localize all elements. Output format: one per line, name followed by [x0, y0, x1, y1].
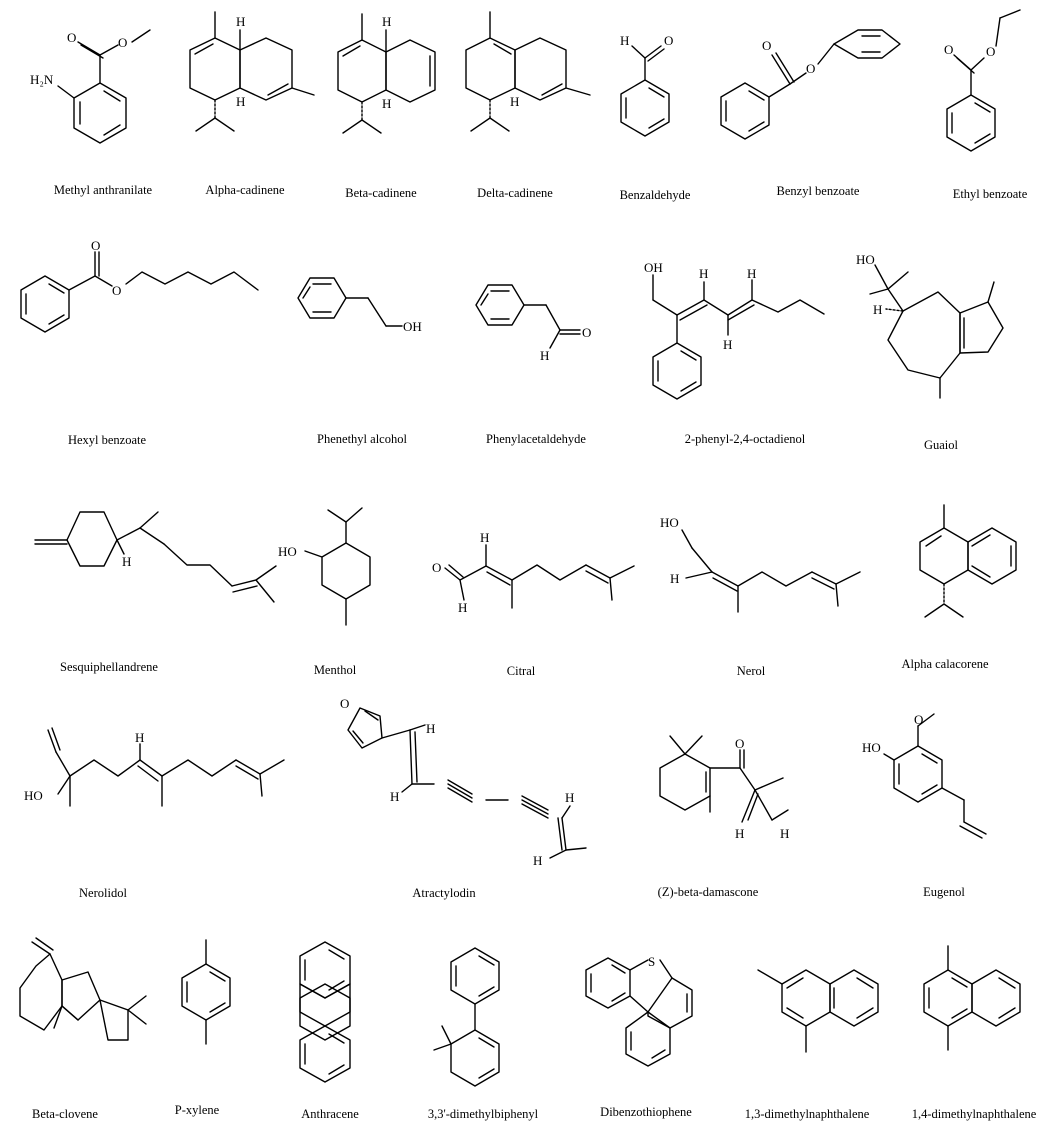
- structure-1-3-dimethylnaphthalene: [758, 970, 878, 1052]
- atom-o: O: [806, 61, 816, 76]
- atom-o: O: [735, 736, 745, 751]
- atom-h: H: [780, 826, 790, 841]
- atom-o: O: [91, 238, 101, 253]
- atom-o: O: [112, 283, 122, 298]
- atom-o: O: [340, 696, 350, 711]
- compound-captions: [32, 183, 1037, 1121]
- compound-caption: Nerol: [736, 664, 766, 678]
- atom-h: H: [723, 337, 733, 352]
- atom-h: H: [135, 730, 145, 745]
- structure-alpha-cadinene: [190, 12, 314, 131]
- atom-s: S: [648, 954, 656, 969]
- structure-methyl-anthranilate: [30, 30, 150, 143]
- atom-h: H: [533, 853, 543, 868]
- structure-3-3-dimethylbiphenyl: [434, 948, 499, 1086]
- structure-2-phenyl-2-4-octadienol: [644, 260, 824, 399]
- atom-h: H: [236, 94, 246, 109]
- structure-1-4-dimethylnaphthalene: [924, 946, 1020, 1050]
- atom-h: H: [540, 348, 550, 363]
- compound-caption: 1,4-dimethylnaphthalene: [911, 1107, 1037, 1121]
- compound-caption: (Z)-beta-damascone: [657, 885, 759, 899]
- atom-ho: HO: [24, 788, 43, 803]
- compound-caption: Beta-clovene: [32, 1107, 98, 1121]
- atom-h: H: [480, 530, 490, 545]
- atom-h: H: [458, 600, 468, 615]
- compound-caption: 2-phenyl-2,4-octadienol: [684, 432, 806, 446]
- structure-dibenzothiophene: [586, 954, 692, 1066]
- atom-o: O: [986, 44, 996, 59]
- compound-caption: Citral: [506, 664, 536, 678]
- compound-caption: Dibenzothiophene: [600, 1105, 692, 1119]
- structure-alpha-calacorene: [920, 505, 1016, 617]
- compound-caption: Eugenol: [923, 885, 965, 899]
- atom-h: H: [747, 266, 757, 281]
- compound-caption: Methyl anthranilate: [53, 183, 153, 197]
- compound-caption: Anthracene: [301, 1107, 359, 1121]
- compound-caption: Delta-cadinene: [477, 186, 553, 200]
- structure-benzyl-benzoate: [721, 30, 900, 139]
- atom-h: H: [620, 33, 630, 48]
- structure-eugenol: [862, 712, 986, 838]
- atom-ho: HO: [660, 515, 679, 530]
- atom-ho: HO: [856, 252, 875, 267]
- compound-caption: Alpha-cadinene: [205, 183, 285, 197]
- compound-caption: Menthol: [313, 663, 357, 677]
- compound-caption: Beta-cadinene: [345, 186, 417, 200]
- atom-h: H: [426, 721, 436, 736]
- compound-caption: 3,3'-dimethylbiphenyl: [427, 1107, 539, 1121]
- structure-nerol: [660, 515, 860, 612]
- atom-o: O: [432, 560, 442, 575]
- compound-caption: Ethyl benzoate: [952, 187, 1028, 201]
- atom-o: O: [582, 325, 592, 340]
- atom-o: O: [67, 30, 77, 45]
- compound-caption: Alpha calacorene: [901, 657, 989, 671]
- atom-o: O: [664, 33, 674, 48]
- atom-h: H: [390, 789, 400, 804]
- atom-oh: OH: [644, 260, 663, 275]
- atom-h: H: [236, 14, 246, 29]
- structure-sesquiphellandrene: [35, 512, 276, 602]
- structure-ethyl-benzoate: [944, 10, 1020, 151]
- structure-hexyl-benzoate: [21, 238, 258, 332]
- atom-o: O: [914, 712, 924, 727]
- structure-menthol: [278, 508, 370, 625]
- compound-caption: Atractylodin: [412, 886, 476, 900]
- atom-ho: HO: [862, 740, 881, 755]
- structure-anthracene: [300, 942, 350, 1082]
- structure-z-beta-damascone: [660, 736, 789, 841]
- compound-caption: P-xylene: [174, 1103, 220, 1117]
- compound-caption: Phenethyl alcohol: [317, 432, 407, 446]
- atom-ho: HO: [278, 544, 297, 559]
- atom-h: H: [382, 14, 392, 29]
- compound-caption: Guaiol: [923, 438, 959, 452]
- atom-h: H: [510, 94, 520, 109]
- atom-o: O: [944, 42, 954, 57]
- compound-caption: Benzyl benzoate: [776, 184, 860, 198]
- structure-phenylacetaldehyde: [476, 285, 591, 363]
- atom-h: H: [735, 826, 745, 841]
- atom-h: H: [873, 302, 883, 317]
- structure-p-xylene: [182, 940, 230, 1044]
- structure-guaiol: [856, 252, 1003, 398]
- atom-h2n: H₂N: [30, 72, 54, 87]
- atom-h: H: [382, 96, 392, 111]
- structure-atractylodin: [340, 696, 586, 868]
- compound-caption: Nerolidol: [79, 886, 127, 900]
- structure-delta-cadinene: [466, 12, 590, 131]
- atom-h: H: [122, 554, 132, 569]
- compound-caption: Hexyl benzoate: [67, 433, 147, 447]
- compound-caption: Benzaldehyde: [619, 188, 691, 202]
- atom-h: H: [565, 790, 575, 805]
- structure-benzaldehyde: [620, 33, 673, 136]
- atom-oh: OH: [403, 319, 422, 334]
- compound-caption: 1,3-dimethylnaphthalene: [744, 1107, 870, 1121]
- compound-caption: Sesquiphellandrene: [60, 660, 158, 674]
- structure-beta-cadinene: [338, 14, 435, 133]
- structure-beta-clovene: [20, 938, 146, 1040]
- compound-caption: Phenylacetaldehyde: [486, 432, 586, 446]
- atom-h: H: [699, 266, 709, 281]
- structure-citral: [432, 530, 634, 615]
- atom-h: H: [670, 571, 680, 586]
- atom-o: O: [118, 35, 128, 50]
- structure-phenethyl-alcohol: [298, 278, 422, 334]
- atom-o: O: [762, 38, 772, 53]
- structure-nerolidol: [24, 728, 284, 806]
